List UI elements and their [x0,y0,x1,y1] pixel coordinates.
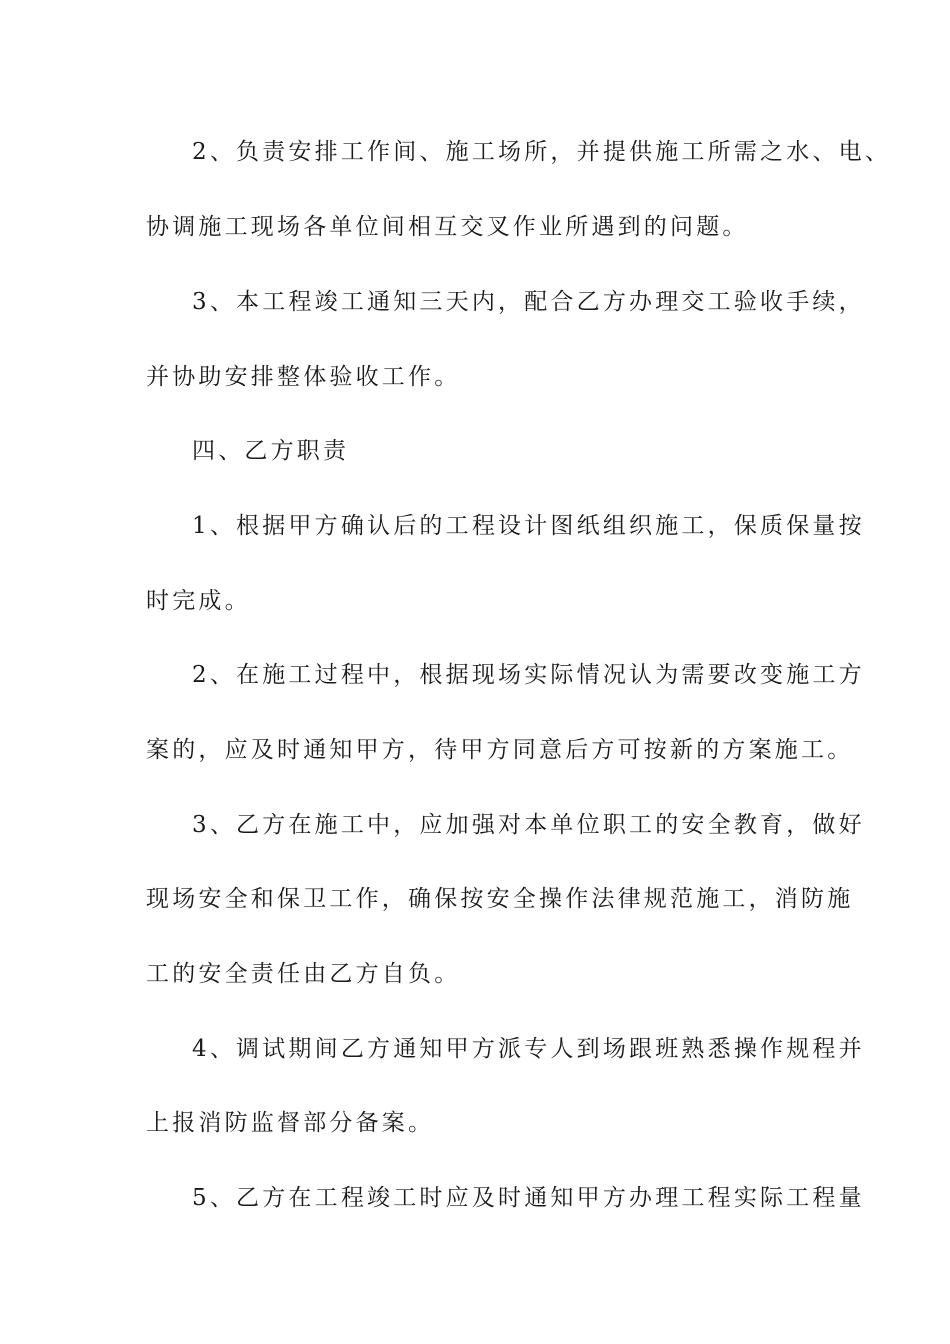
paragraph-line: 2、在施工过程中，根据现场实际情况认为需要改变施工方 [192,662,865,688]
paragraph-line: 协调施工现场各单位间相互交叉作业所遇到的问题。 [146,214,749,240]
section-heading: 四、乙方职责 [192,438,350,464]
paragraph-line: 并协助安排整体验收工作。 [146,364,461,390]
paragraph-line: 1、根据甲方确认后的工程设计图纸组织施工，保质保量按 [192,513,865,539]
paragraph-line: 现场安全和保卫工作，确保按安全操作法律规范施工，消防施 [146,886,854,912]
paragraph-line: 4、调试期间乙方通知甲方派专人到场跟班熟悉操作规程并 [192,1036,865,1062]
paragraph-line: 案的，应及时通知甲方，待甲方同意后方可按新的方案施工。 [146,737,854,763]
paragraph-line: 3、本工程竣工通知三天内，配合乙方办理交工验收手续， [192,289,865,315]
paragraph-line: 2、负责安排工作间、施工场所，并提供施工所需之水、电、 [192,139,892,165]
paragraph-line: 时完成。 [146,588,251,614]
paragraph-line: 3、乙方在施工中，应加强对本单位职工的安全教育，做好 [192,812,865,838]
paragraph-line: 工的安全责任由乙方自负。 [146,961,461,987]
paragraph-line: 5、乙方在工程竣工时应及时通知甲方办理工程实际工程量 [192,1185,865,1211]
paragraph-line: 上报消防监督部分备案。 [146,1110,435,1136]
